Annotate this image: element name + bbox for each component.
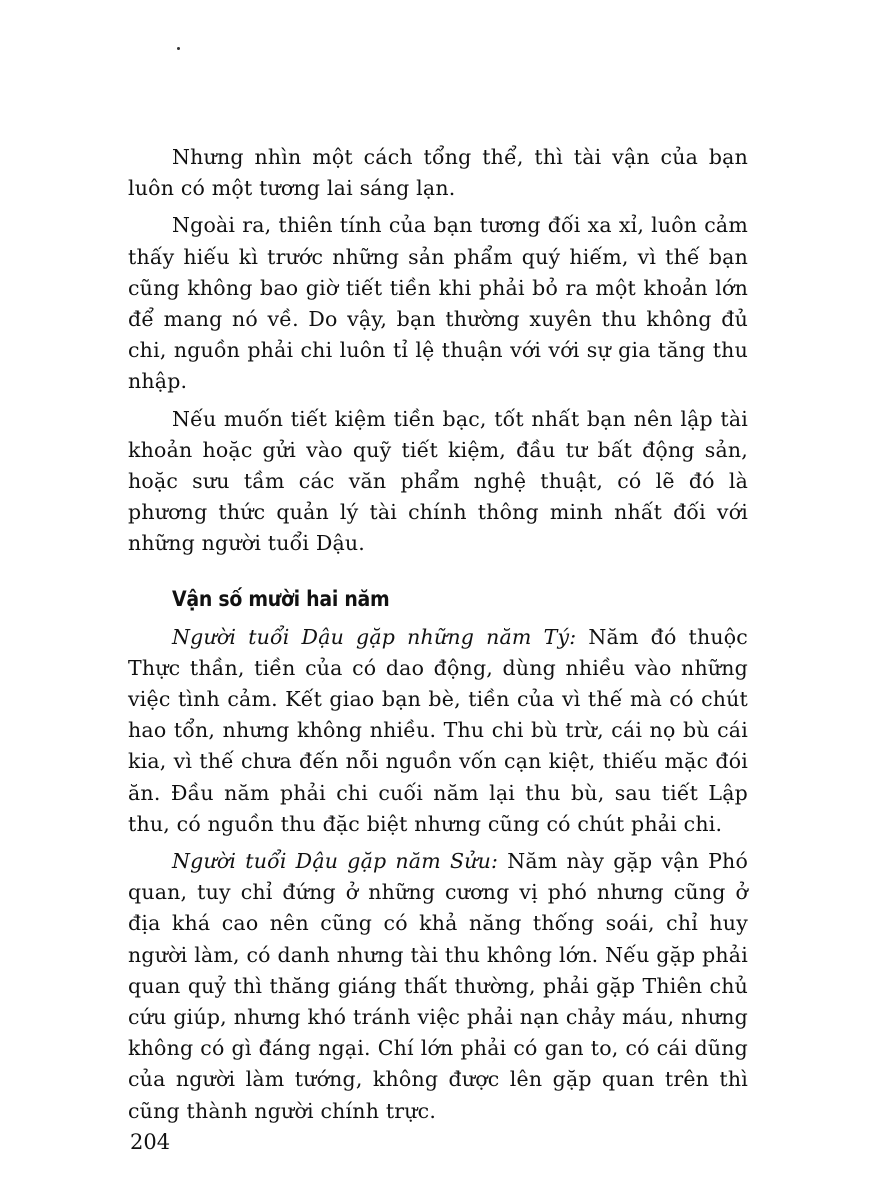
paragraph-3: Nếu muốn tiết kiệm tiền bạc, tốt nhất bạn nên lập tài khoản hoặc gửi vào quỹ tiết kiệm, đầu tư bất động sản, hoặc sưu tầm các văn phẩm nghệ thuật, có lẽ đó là phương thức quản lý tài chính thông minh nhất đối với những người tuổi Dậu. [128, 406, 748, 556]
section-heading: Vận số mười hai năm [172, 586, 390, 611]
paragraph-1: Nhưng nhìn một cách tổng thể, thì tài vận của bạn luôn có một tương lai sáng lạn. [128, 145, 748, 201]
paragraph-ty [128, 622, 748, 840]
paragraph-ty-text: Năm đó thuộc Thực thần, tiền của có dao động, dùng nhiều vào những việc tình cảm. Kết giao bạn bè, tiền của vì thế mà có chút hao tổn, nhưng không nhiều. Thu chi bù trừ, cái nọ bù cái kia, vì thế chưa đến nỗi nguồn vốn cạn kiệt, thiếu mặc đói ăn. Đầu năm phải chi cuối năm lại thu bù, sau tiết Lập thu, có nguồn thu đặc biệt nhưng cũng có chút phải chi. [128, 624, 748, 836]
paragraph-2: Ngoài ra, thiên tính của bạn tương đối xa xỉ, luôn cảm thấy hiếu kì trước những sản phẩm quý hiếm, vì thế bạn cũng không bao giờ tiết tiền khi phải bỏ ra một khoản lớn để mang nó về. Do vậy, bạn thường xuyên thu không đủ chi, nguồn phải chi luôn tỉ lệ thuận với với sự gia tăng thu nhập. [128, 213, 748, 394]
paragraph-suu-text: Năm này gặp vận Phó quan, tuy chỉ đứng ở những cương vị phó nhưng cũng ở địa khá cao nên cũng có khả năng thống soái, chỉ huy người làm, có danh nhưng tài thu không lớn. Nếu gặp phải quan quỷ thì thăng giáng thất thường, phải gặp Thiên chủ cứu giúp, nhưng khó tránh việc phải nạn chảy máu, nhưng không có gì đáng ngại. Chí lớn phải có gan to, có cái dũng của người làm tướng, không được lên gặp quan trên thì cũng thành người chính trực. [128, 849, 749, 1123]
scan-speck [177, 47, 180, 50]
paragraph-suu [128, 846, 748, 1127]
page-number: 204 [130, 1130, 171, 1154]
page-body [128, 142, 748, 1133]
paragraph-ty-lead: Người tuổi Dậu gặp những năm Tý: [172, 624, 577, 649]
paragraph-suu-lead: Người tuổi Dậu gặp năm Sửu: [172, 849, 499, 874]
